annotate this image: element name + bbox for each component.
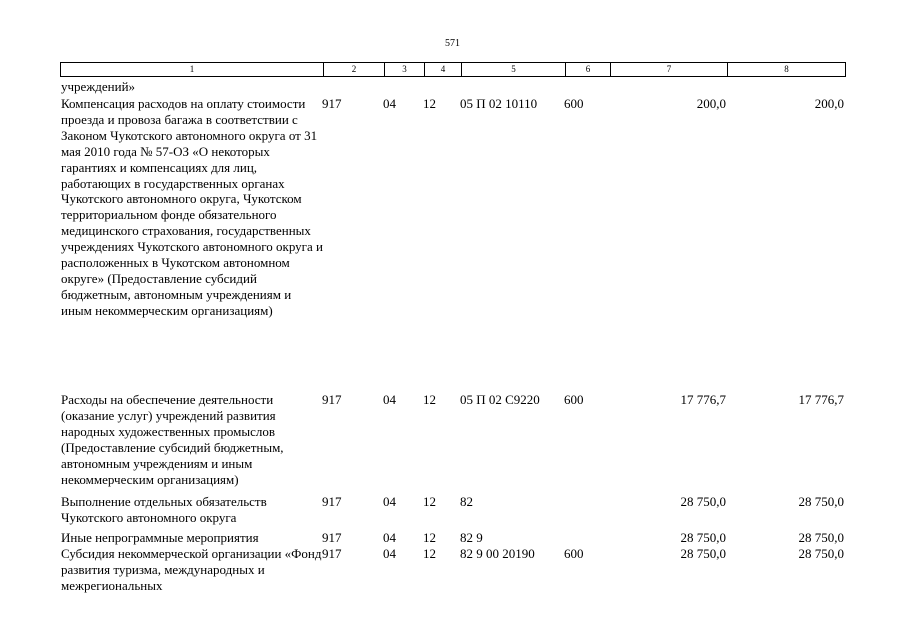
header-col-7: 7 bbox=[610, 63, 727, 76]
header-col-2: 2 bbox=[323, 63, 384, 76]
row-csr: 82 9 bbox=[460, 530, 483, 545]
row-gr: 917 bbox=[322, 546, 342, 561]
page-number: 571 bbox=[445, 38, 460, 49]
header-col-5: 5 bbox=[461, 63, 565, 76]
row-csr: 82 9 00 20190 bbox=[460, 546, 535, 561]
row-sum-1: 200,0 bbox=[696, 96, 726, 111]
row-rz: 04 bbox=[383, 530, 396, 545]
row-sum-2: 200,0 bbox=[814, 96, 844, 111]
row-gr: 917 bbox=[322, 392, 342, 407]
row-rz: 04 bbox=[383, 392, 396, 407]
row-sum-2: 28 750,0 bbox=[798, 494, 844, 509]
header-col-3: 3 bbox=[384, 63, 424, 76]
row-rz: 04 bbox=[383, 494, 396, 509]
row-name: Выполнение отдельных обязательств Чукотского автономного округа bbox=[61, 494, 267, 525]
row-name: Субсидия некоммерческой организации «Фонд развития туризма, международных и межрегиональных bbox=[61, 546, 322, 593]
row-sum-1: 28 750,0 bbox=[680, 546, 726, 561]
row-gr: 917 bbox=[322, 494, 342, 509]
row-pr: 12 bbox=[423, 530, 436, 545]
row-pr: 12 bbox=[423, 494, 436, 509]
row-sum-1: 28 750,0 bbox=[680, 494, 726, 509]
row-name: Компенсация расходов на оплату стоимости проезда и провоза багажа в соответствии с Законом Чукотского автономного округа от 31 мая 2010 года № 57-ОЗ «О некоторых гарантиях и компенсациях для лиц, работающих в государственных органах Чукотского автономного округа, Чукотском территориальном фонде обязательного медицинского страхования, государственных учреждениях Чукотского автономного округа и расположенных в Чукотском автономном округе» (Предоставление субсидий бюджетным, автономным учреждениям и иным некоммерческим организациям) bbox=[61, 96, 323, 318]
row-sum-2: 17 776,7 bbox=[798, 392, 844, 407]
row-csr: 05 П 02 10110 bbox=[460, 96, 538, 111]
table-header bbox=[60, 62, 846, 77]
row-name: Иные непрограммные мероприятия bbox=[61, 530, 259, 545]
row-sum-1: 28 750,0 bbox=[680, 530, 726, 545]
row-pr: 12 bbox=[423, 392, 436, 407]
row-csr: 82 bbox=[460, 494, 473, 509]
row-pr: 12 bbox=[423, 96, 436, 111]
row-gr: 917 bbox=[322, 530, 342, 545]
header-col-1: 1 bbox=[189, 64, 195, 74]
row-sum-2: 28 750,0 bbox=[798, 546, 844, 561]
row-name: Расходы на обеспечение деятельности (оказание услуг) учреждений развития народных художественных промыслов (Предоставление субсидий бюджетным, автономным учреждениям и иным некоммерческим организациям) bbox=[61, 392, 284, 487]
row-sum-2: 28 750,0 bbox=[798, 530, 844, 545]
header-col-6: 6 bbox=[565, 63, 610, 76]
row-rz: 04 bbox=[383, 546, 396, 561]
row-sum-1: 17 776,7 bbox=[680, 392, 726, 407]
row-vr: 600 bbox=[564, 392, 584, 407]
header-col-4: 4 bbox=[424, 63, 461, 76]
row-vr: 600 bbox=[564, 96, 584, 111]
row-rz: 04 bbox=[383, 96, 396, 111]
header-col-8: 8 bbox=[727, 63, 845, 76]
row-name: учреждений» bbox=[61, 79, 136, 94]
row-gr: 917 bbox=[322, 96, 342, 111]
row-vr: 600 bbox=[564, 546, 584, 561]
row-pr: 12 bbox=[423, 546, 436, 561]
row-csr: 05 П 02 С9220 bbox=[460, 392, 540, 407]
